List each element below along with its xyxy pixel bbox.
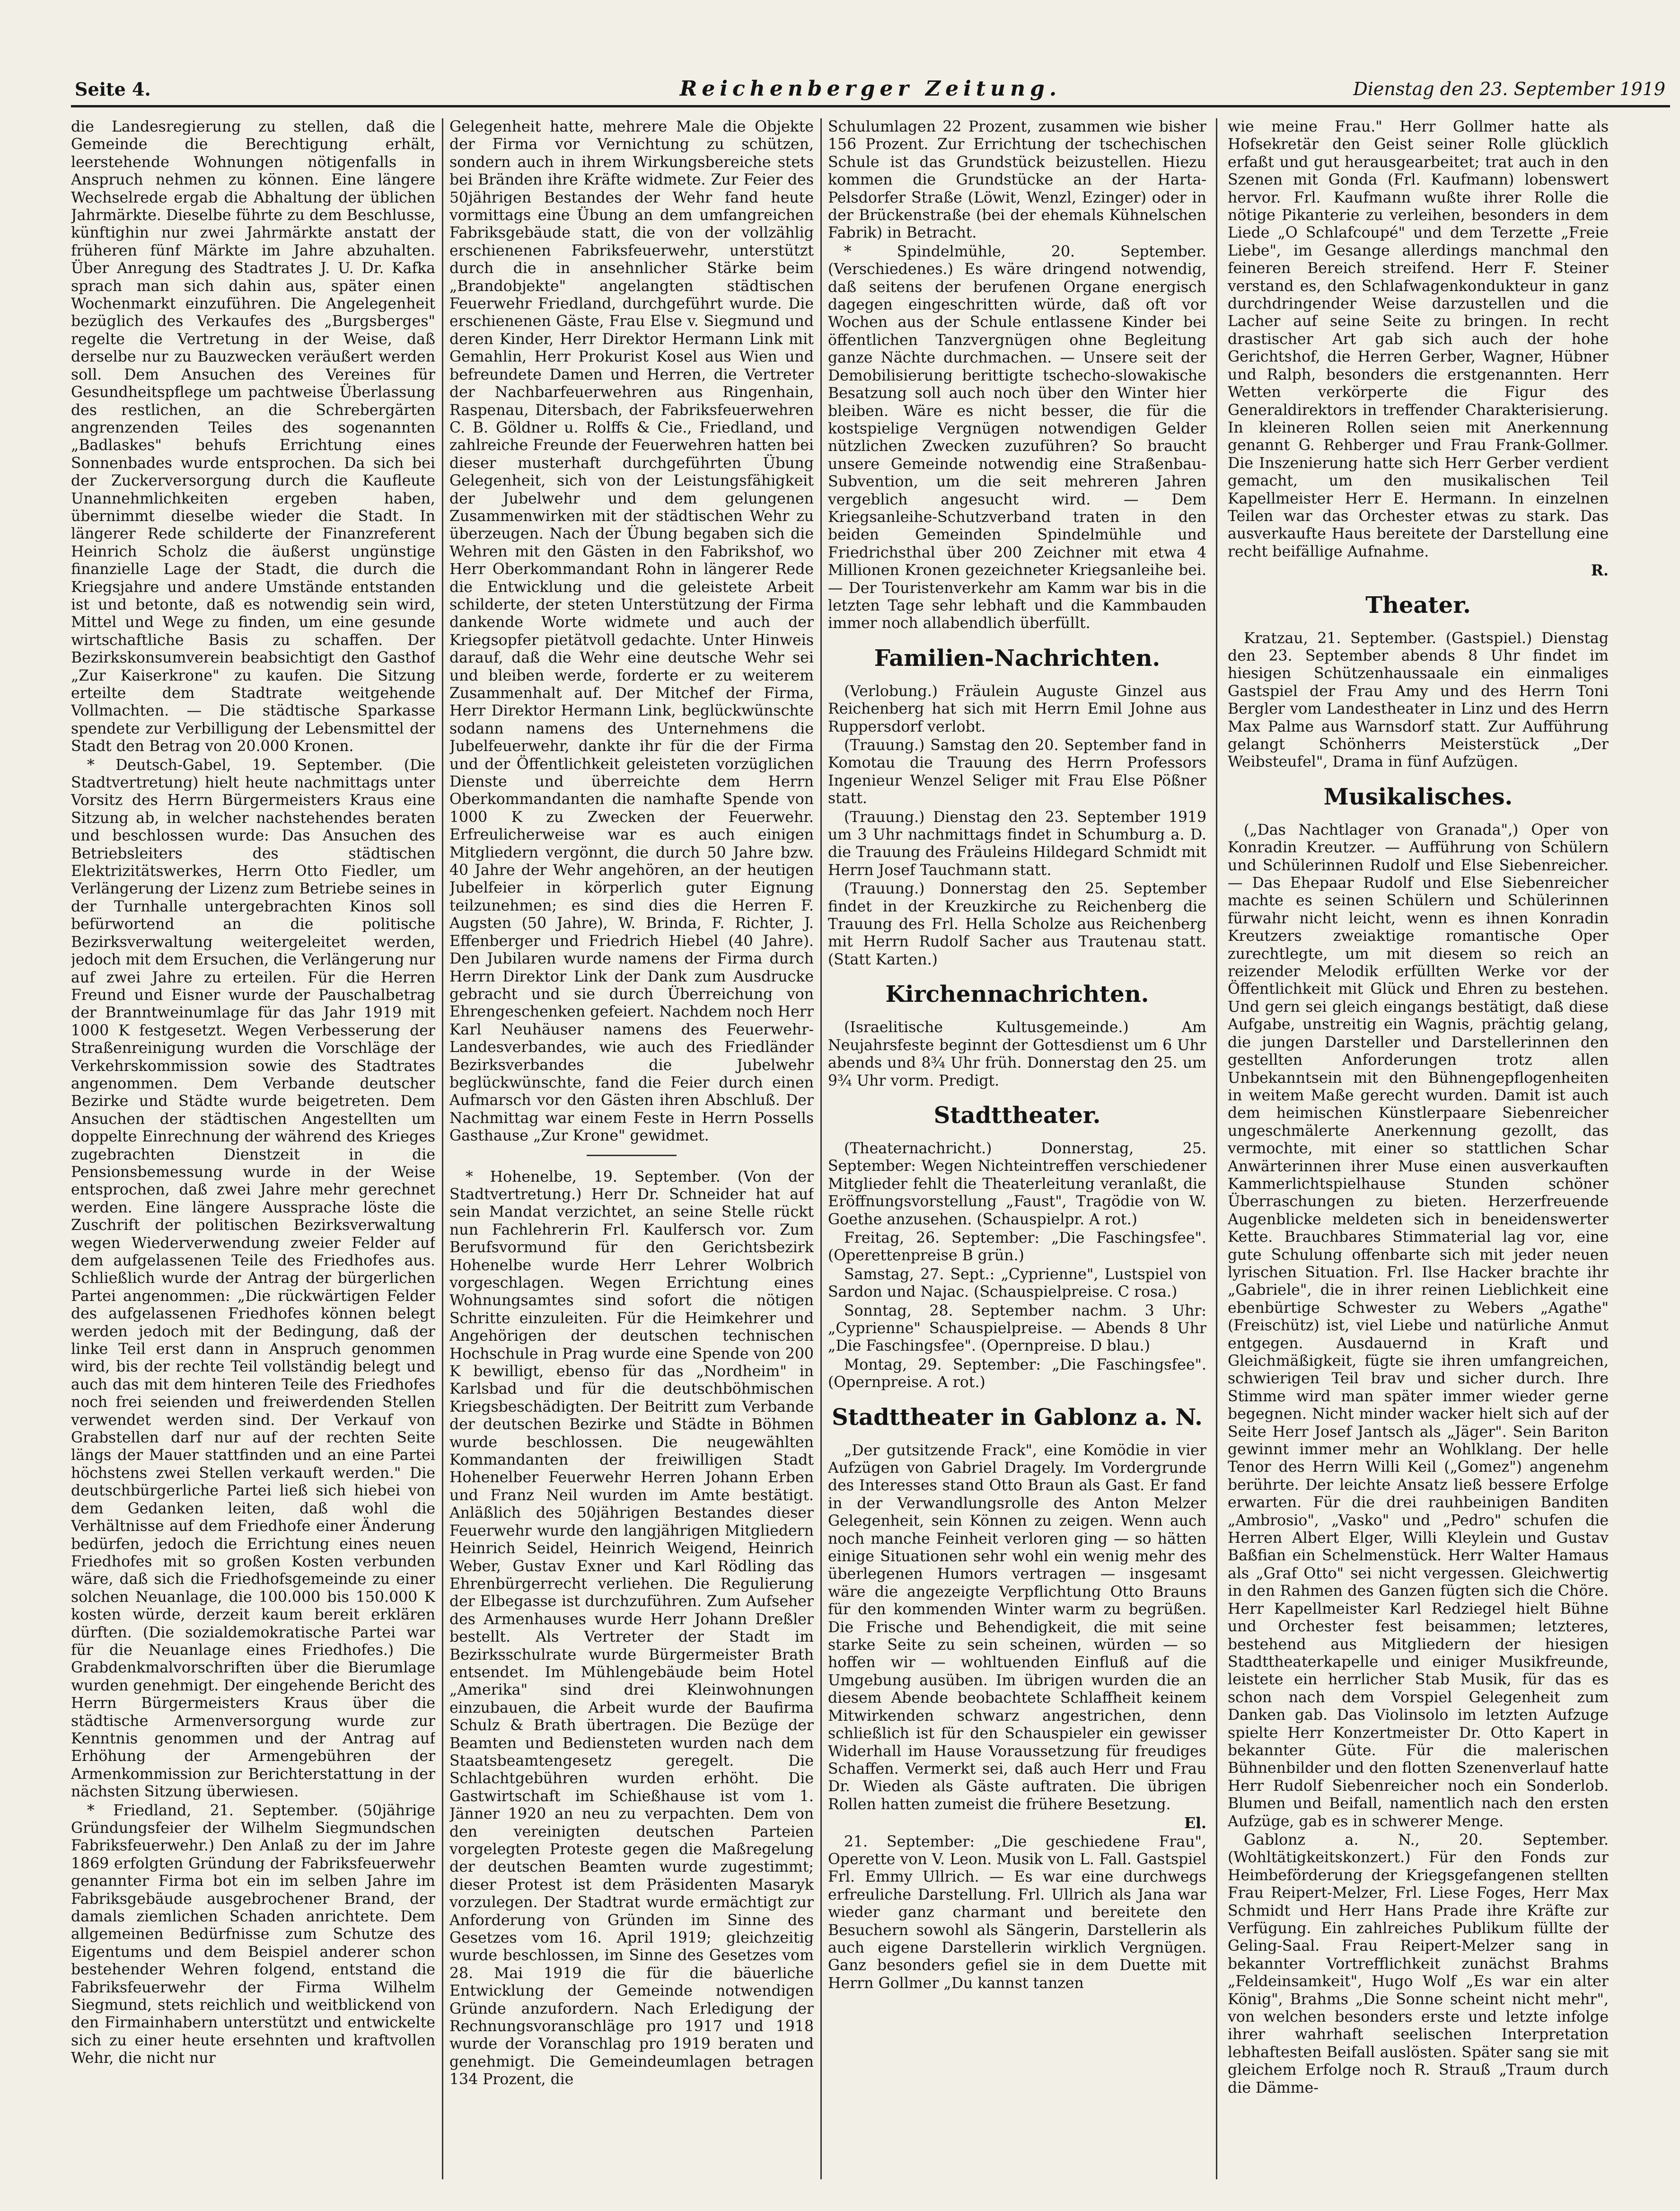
author-signature: R. <box>1591 562 1609 580</box>
section-heading: Musikalisches. <box>1323 783 1513 810</box>
separator-rule <box>587 1155 677 1156</box>
page-number: Seite 4. <box>75 79 151 100</box>
section-heading: Theater. <box>1365 592 1471 619</box>
notice-text: Montag, 29. September: „Die Faschingsfee". (Opernpreise. A rot.) <box>828 1356 1206 1391</box>
notice-text: Sonntag, 28. September nachm. 3 Uhr: „Cyprienne" Schauspielpreise. — Abends 8 Uhr „Die Faschingsfee". (Opernpreise. D blau.) <box>828 1302 1206 1355</box>
review-text: 21. September: „Die geschiedene Frau", Operette von V. Leon. Musik von L. Fall. Gastspiel Frl. Emmy Ullrich. — Es war eine durchwegs erfreuliche Darstellung. Frl. Ullrich als Jana war wieder ganz charmant und bereitete den Besuchern sowohl als Sängerin, Darstellerin als auch eigene Darstellerin wirklich Vergnügen. Ganz besonders gefiel sie in dem Duette mit Herrn Gollmer „Du kannst tanzen <box>828 1833 1206 1992</box>
column-divider <box>1216 118 1217 2179</box>
article-text: Schulumlagen 22 Prozent, zusammen wie bisher 156 Prozent. Zur Errichtung der tschechischen Schule ist das Grundstück beizustellen. Hiezu kommen die Grundstücke an der Harta-Pelsdorfer Straße (Löwit, Wenzl, Ezinger) oder in der Brückenstraße (bei der ehemals Kühnelschen Fabrik) in Betracht. <box>828 118 1206 242</box>
column-3 <box>828 118 1206 2179</box>
column-2 <box>449 118 814 2179</box>
article-text: Gelegenheit hatte, mehrere Male die Objekte der Firma vor Vernichtung zu schützen, sondern auch in ihrem Wirkungsbereiche stets bei Bränden ihre Kräfte widmete. Zur Feier des 50jährigen Bestandes der Wehr fand heute vormittags eine Übung an dem umfangreichen Fabriksgebäude statt, die von der vollzählig erschienenen Fabriksfeuerwehr, unterstützt durch die in ansehnlicher Stärke beim „Brandobjekte" angelangten städtischen Feuerwehr Friedland, durchgeführt wurde. Die erschienenen Gäste, Frau Else v. Siegmund und deren Kinder, Herr Direktor Hermann Link mit Gemahlin, Herr Prokurist Kosel aus Wien und befreundete Damen und Herren, die Vertreter der Nachbarfeuerwehren aus Ringenhain, Raspenau, Ditersbach, der Fabriksfeuerwehren C. B. Göldner u. Rolffs & Cie., Friedland, und zahlreiche Freunde der Feuerwehren hatten bei dieser musterhaft durchgeführten Übung Gelegenheit, sich von der Leistungsfähigkeit der Jubelwehr und dem gelungenen Zusammenwirken mit der städtischen Wehr zu überzeugen. Nach der Übung begaben sich die Wehren mit den Gästen in den Fabrikshof, wo Herr Oberkommandant Rohn in längerer Rede die Entwicklung und die geleistete Arbeit schilderte, der steten Unterstützung der Firma dankende Worte widmete und auch der Kriegsopfer pietätvoll gedachte. Unter Hinweis darauf, daß die Wehr eine deutsche Wehr sei und bleiben werde, forderte er zu weiterem Zusammenhalt auf. Der Mitchef der Firma, Herr Direktor Hermann Link, beglückwünschte sodann namens des Unternehmens die Jubelfeuerwehr, dankte ihr für die der Firma und der Öffentlichkeit geleisteten vorzüglichen Dienste und überreichte dem Herrn Oberkommandanten die namhafte Spende von 1000 K zu Zwecken der Feuerwehr. Erfreulicherweise war es auch einigen Mitgliedern vergönnt, die durch 50 Jahre bzw. 40 Jahre der Wehr angehören, an der heutigen Jubelfeier in körperlich guter Eignung teilzunehmen; es sind dies die Herren F. Augsten (50 Jahre), W. Brinda, F. Richter, J. Effenberger und Friedrich Hiebel (40 Jahre). Den Jubilaren wurde namens der Firma durch Herrn Direktor Link der Dank zum Ausdrucke gebracht und sie durch Überreichung von Ehrengeschenken gefeiert. Nachdem noch Herr Karl Neuhäuser namens des Feuerwehr-Landesverbandes, wie auch des Friedländer Bezirksverbandes die Jubelwehr beglückwünschte, fand die Feier durch einen Aufmarsch vor den Gästen ihren Abschluß. Der Nachmittag war einem Feste in Herrn Possells Gasthause „Zur Krone" gewidmet. <box>449 118 814 1145</box>
notice-text: Samstag, 27. Sept.: „Cyprienne", Lustspiel von Sardon und Najac. (Schauspielpreise. C rosa.) <box>828 1265 1206 1301</box>
article-text: * Spindelmühle, 20. September. (Verschiedenes.) Es wäre dringend notwendig, daß seitens der berufenen Organe energisch dagegen eingeschritten würde, daß oft vor Wochen aus der Schule entlassene Kinder bei öffentlichen Tanzvergnügen ohne Begleitung ganze Nächte durchmachen. — Unsere seit der Demobilisierung berittigte tschecho-slowakische Besatzung soll auch noch über den Winter hier bleiben. Wäre es nicht besser, die für die kostspielige Vergnügen notwendigen Gelder nützlichen Zwecken zuzuführen? So braucht unsere Gemeinde notwendig eine Straßenbau-Subvention, um die seit mehreren Jahren vergeblich angesucht wird. — Dem Kriegsanleihe-Schutzverband traten in den beiden Gemeinden Spindelmühle und Friedrichsthal über 200 Zeichner mit etwa 4 Millionen Kronen gezeichneter Kriegsanleihe bei. — Der Touristenverkehr am Kamm war bis in die letzten Tage sehr lebhaft und die Kammbauden immer noch allabendlich überfüllt. <box>828 243 1206 632</box>
column-divider <box>442 118 443 2179</box>
issue-date: Dienstag den 23. September 1919 <box>1353 79 1665 99</box>
section-heading: Familien-Nachrichten. <box>874 645 1161 672</box>
page-header <box>71 76 1670 107</box>
notice-text: (Trauung.) Dienstag den 23. September 1919 um 3 Uhr nachmittags findet in Schumburg a. D. die Trauung des Fräuleins Hildegard Schmidt mit Herrn Josef Tauchmann statt. <box>828 808 1206 879</box>
notice-text: (Theaternachricht.) Donnerstag, 25. September: Wegen Nichteintreffen verschiedener Mitglieder fehlt die Theaterleitung veranlaßt, die Eröffnungsvorstellung „Faust", Tragödie von W. Goethe anzusehen. (Schauspielpr. A rot.) <box>828 1140 1206 1228</box>
notice-text: (Trauung.) Samstag den 20. September fand in Komotau die Trauung des Herrn Professors Ingenieur Wenzel Seliger mit Frau Else Pößner statt. <box>828 737 1206 807</box>
notice-text: Freitag, 26. September: „Die Faschingsfee". (Operettenpreise B grün.) <box>828 1229 1206 1265</box>
article-text: * Friedland, 21. September. (50jährige Gründungsfeier der Wilhelm Siegmundschen Fabriksfeuerwehr.) Den Anlaß zu der im Jahre 1869 erfolgten Gründung der Fabriksfeuerwehr genannter Firma bot ein im selben Jahre im Fabriksgebäude ausgebrochener Brand, der damals ziemlichen Schaden anrichtete. Dem allgemeinen Bedürfnisse zum Schutze des Eigentums und dem Beispiel anderer schon bestehender Wehren folgend, entstand die Fabriksfeuerwehr der Firma Wilhelm Siegmund, stets reichlich und weitblickend von den Firmainhabern unterstützt und entwickelte sich zu einer heute ersehnten und kraftvollen Wehr, die nicht nur <box>71 1802 435 2067</box>
review-text: („Das Nachtlager von Granada",) Oper von Konradin Kreutzer. — Aufführung von Schülern und Schülerinnen Rudolf und Else Siebenreicher. — Das Ehepaar Rudolf und Else Siebenreicher machte es seinen Schülern und Schülerinnen fürwahr nicht leicht, wenn es ihnen Konradin Kreutzers zweiaktige romantische Oper zurechtlegte, um mit diesem so reich an reizender Melodik erfüllten Werke vor der Öffentlichkeit mit Glück und Ehren zu bestehen. Und gern sei gleich eingangs bestätigt, daß diese Aufgabe, unstreitig ein Wagnis, prächtig gelang, die jungen Darsteller und Darstellerinnen den gestellten Anforderungen trotz allen Unbekanntsein mit den Bühnengepflogenheiten in weitem Maße gerecht wurden. Damit ist auch dem heimischen Künstlerpaare Siebenreicher ungeschmälerte Anerkennung gezollt, das vermochte, mit einer so stattlichen Schar Anwärterinnen ihrer Muse einen ausverkauften Kammerlichtspielhause Stunden schöner Überraschungen zu bieten. Herzerfreuende Augenblicke meldeten sich in beneidenswerter Kette. Brauchbares Stimmaterial lag vor, eine gute Schulung offenbarte sich mit jeder neuen lyrischen Situation. Frl. Ilse Hacker brachte ihr „Gabriele", die in ihrer reinen Lieblichkeit eine ebenbürtige Schwester zu Webers „Agathe" (Freischütz) ist, viel Liebe und natürliche Anmut entgegen. Ausdauernd in Kraft und Gleichmäßigkeit, fügte sie ihren umfangreichen, schwierigen Teil brav und sicher durch. Ihre Stimme wird man später immer wieder gerne begegnen. Nicht minder wacker hielt sich auf der Seite Herr Josef Jantsch als „Jäger". Sein Bariton gewinnt immer mehr an Wohlklang. Der helle Tenor des Herrn Willi Keil („Gomez") angenehm berührte. Der leichte Ansatz ließ bessere Erfolge erwarten. Für die drei rauhbeinigen Banditen „Ambrosio", „Vasko" und „Pedro" schufen die Herren Albert Elger, Willi Kleylein und Gustav Baßfian ein Schelmenstück. Herr Walter Hamaus als „Graf Otto" sei nicht vergessen. Gleichwertig in den Rahmen des Ganzen fügten sich die Chöre. Herr Kapellmeister Karl Redziegel hielt Bühne und Orchester fest beisammen; letzteres, bestehend aus Mitgliedern der hiesigen Stadttheaterkapelle und einiger Musikfreunde, leistete ein herrlicher Stab Musik, für das es schon nach dem Vorspiel Gelegenheit zum Danken gab. Das Violinsolo im letzten Aufzuge spielte Herr Konzertmeister Dr. Otto Kapert in bekannter Güte. Für die malerischen Bühnenbilder und den flotten Szenenverlauf hatte Herr Rudolf Siebenreicher noch ein Sonderlob. Blumen und Beifall, namentlich nach den ersten Aufzüge, gab es in schwerer Menge. <box>1228 821 1609 1830</box>
notice-text: Kratzau, 21. September. (Gastspiel.) Dienstag den 23. September abends 8 Uhr findet im hiesigen Schützenhaussaale ein einmaliges Gastspiel der Frau Amy und des Herrn Toni Bergler vom Landestheater in Linz und des Herrn Max Palme aus Warnsdorf statt. Zur Aufführung gelangt Schönherrs Meisterstück „Der Weibsteufel", Drama in fünf Aufzügen. <box>1228 629 1609 771</box>
column-divider <box>820 118 822 2179</box>
review-text: „Der gutsitzende Frack", eine Komödie in vier Aufzügen von Gabriel Dragely. Im Vordergrunde des Interesses stand Otto Braun als Gast. Er fand in der Verwandlungsrolle des Anton Melzer Gelegenheit, sein Können zu zeigen. Wenn auch noch manche Feinheit verloren ging — so hätten einige Situationen sehr wohl ein wenig mehr des überlegenen Humors vertragen — insgesamt wäre die angezeigte Verpflichtung Otto Brauns für den kommenden Winter warm zu begrüßen. Die Frische und Behendigkeit, die mit seine starke Seite zu sein scheinen, würden — so hoffen wir — wohltuenden Einfluß auf die Umgebung ausüben. Im übrigen wurden die an diesem Abende beobachtete Schlaffheit keinem Mitwirkenden schwarz angestrichen, denn schließlich ist für den Schauspieler ein gewisser Widerhall im Hause Voraussetzung für freudiges Schaffen. Vermerkt sei, daß auch Herr und Frau Dr. Wieden als Gäste auftraten. Die übrigen Rollen hatten zumeist die frühere Besetzung. <box>828 1442 1206 1813</box>
column-1 <box>71 118 435 2179</box>
review-text: Gablonz a. N., 20. September. (Wohltätigkeitskonzert.) Für den Fonds zur Heimbeförderung der Kriegsgefangenen stellten Frau Reipert-Melzer, Frl. Liese Foges, Herr Max Schmidt und Herr Hans Prade ihre Kräfte zur Verfügung. Ein zahlreiches Publikum füllte der Geling-Saal. Frau Reipert-Melzer sang in bekannter Vortrefflichkeit zunächst Brahms „Feldeinsamkeit", Hugo Wolf „Es war ein alter König", Brahms „Die Sonne scheint nicht mehr", von welchen besonders erste und letzte infolge ihrer wahrhaft seelischen Interpretation lebhaftesten Beifall auslösten. Später sang sie mit gleichem Erfolge noch R. Strauß „Traum durch die Dämme- <box>1228 1831 1609 2096</box>
article-text: * Deutsch-Gabel, 19. September. (Die Stadtvertretung) hielt heute nachmittags unter Vorsitz des Herrn Bürgermeisters Kraus eine Sitzung ab, in welcher nachstehendes beraten und beschlossen wurde: Das Ansuchen des Betriebsleiters des städtischen Elektrizitätswerkes, Herrn Otto Fiedler, um Verlängerung der Lizenz zum Betriebe seines in der Turnhalle untergebrachten Kinos soll befürwortend an die politische Bezirksverwaltung weitergeleitet werden, jedoch mit dem Ersuchen, die Verlängerung nur auf zwei Jahre zu erteilen. Für die Herren Freund und Eisner wurde der Pauschalbetrag der Branntweinumlage für das Jahr 1919 mit 1000 K festgesetzt. Wegen Verbesserung der Straßenreinigung wurden die Vorschläge der Verkehrskommission sowie des Stadtrates angenommen. Dem Verbande deutscher Bezirke und Städte wurde beigetreten. Dem Ansuchen der städtischen Angestellten um doppelte Einrechnung der während des Krieges zugebrachten Dienstzeit in die Pensionsbemessung wurde in der Weise entsprochen, daß zwei Jahre mehr gerechnet werden. Eine längere Aussprache löste die Zuschrift der politischen Bezirksverwaltung wegen Wiederverwendung zweier Felder auf dem aufgelassenen Teile des Friedhofes aus. Schließlich wurde der Antrag der bürgerlichen Partei angenommen: „Die rückwärtigen Felder des aufgelassenen Friedhofes können belegt werden jedoch mit der Bedingung, daß der linke Teil erst dann in Anspruch genommen wird, bis der rechte Teil vollständig belegt und auch das mit dem hinteren Teile des Friedhofes noch frei seienden und freiwerdenden Stellen verwendet werden sind. Der Verkauf von Grabstellen darf nur auf der rechten Seite längs der Mauer stattfinden und an eine Partei höchstens zwei Stellen verkauft werden." Die deutschbürgerliche Partei ließ sich hiebei von dem Gedanken leiten, daß wohl die Verhältnisse auf dem Friedhofe einer Änderung bedürfen, jedoch die Errichtung eines neuen Friedhofes mit so großen Kosten verbunden wäre, daß sich die Friedhofsgemeinde zu einer solchen Neuanlage, die 100.000 bis 150.000 K kosten würde, derzeit kaum bereit erklären dürften. (Die sozialdemokratische Partei war für die Neuanlage eines Friedhofes.) Die Grabdenkmalvorschriften über die Bierumlage wurden genehmigt. Der eingehende Bericht des Herrn Bürgermeisters Kraus über die städtische Armenversorgung wurde zur Kenntnis genommen und der Antrag auf Erhöhung der Armengebühren der Armenkommission zur Berichterstattung in der nächsten Sitzung überwiesen. <box>71 756 435 1801</box>
notice-text: (Trauung.) Donnerstag den 25. September findet in der Kreuzkirche zu Reichenberg die Trauung des Frl. Hella Scholze aus Reichenberg mit Herrn Rudolf Sacher aus Trautenau statt. (Statt Karten.) <box>828 880 1206 968</box>
newspaper-title: Reichenberger Zeitung. <box>679 77 1062 101</box>
author-signature: El. <box>1184 1814 1206 1832</box>
column-4 <box>1228 118 1609 2179</box>
section-heading: Stadttheater. <box>933 1102 1101 1129</box>
article-text: die Landesregierung zu stellen, daß die Gemeinde die Berechtigung erhält, leerstehende Wohnungen nötigenfalls in Anspruch nehmen zu können. Eine längere Wechselrede ergab die Abhaltung der üblichen Jahrmärkte. Dieselbe führte zu dem Beschlusse, künftighin nur zwei Jahrmärkte anstatt der früheren fünf Märkte im Jahre abzuhalten. Über Anregung des Stadtrates J. U. Dr. Kafka sprach man sich dahin aus, später einen Wochenmarkt einzuführen. Die Angelegenheit bezüglich des Verkaufes des „Burgsberges" regelte die Vertretung in der Weise, daß derselbe nur zu Bauzwecken veräußert werden soll. Dem Ansuchen des Vereines für Gesundheitspflege um pachtweise Überlassung des restlichen, an die Schrebergärten angrenzenden Teiles des sogenannten „Badlaskes" behufs Errichtung eines Sonnenbades wurde entsprochen. Da sich bei der Zuckerversorgung durch die Kaufleute Unannehmlichkeiten ergeben haben, übernimmt dieselbe wieder die Stadt. In längerer Rede schilderte der Finanzreferent Heinrich Scholz die äußerst ungünstige finanzielle Lage der Stadt, die durch die Kriegsjahre und andere Umstände entstanden ist und betonte, daß es notwendig sein wird, Mittel und Wege zu finden, um eine gesunde wirtschaftliche Basis zu schaffen. Der Bezirkskonsumverein beabsichtigt den Gasthof „Zur Kaiserkrone" zu kaufen. Die Sitzung erteilte dem Stadtrate weitgehende Vollmachten. — Die städtische Sparkasse spendete zur Verbilligung der Lebensmittel der Stadt den Betrag von 20.000 Kronen. <box>71 118 435 755</box>
section-heading: Kirchennachrichten. <box>885 981 1149 1008</box>
notice-text: (Israelitische Kultusgemeinde.) Am Neujahrsfeste beginnt der Gottesdienst um 6 Uhr abends und 8¾ Uhr früh. Donnerstag den 25. um 9¾ Uhr vorm. Predigt. <box>828 1019 1206 1089</box>
article-text: * Hohenelbe, 19. September. (Von der Stadtvertretung.) Herr Dr. Schneider hat auf sein Mandat verzichtet, an seine Stelle rückt nun Fachlehrerin Frl. Kaulfersch vor. Zum Berufsvormund für den Gerichtsbezirk Hohenelbe wurde Herr Lehrer Wolbrich vorgeschlagen. Wegen Errichtung eines Wohnungsamtes sind sofort die nötigen Schritte einzuleiten. Für die Heimkehrer und Angehörigen der deutschen technischen Hochschule in Prag wurde eine Spende von 200 K bewilligt, ebenso für das „Nordheim" in Karlsbad und für die deutschböhmischen Kriegsbeschädigten. Der Beitritt zum Verbande der deutschen Bezirke und Städte in Böhmen wurde beschlossen. Die neugewählten Kommandanten der freiwilligen Stadt Hohenelber Feuerwehr Herren Johann Erben und Franz Neil wurden im Amte bestätigt. Anläßlich des 50jährigen Bestandes dieser Feuerwehr wurde den langjährigen Mitgliedern Heinrich Seidel, Heinrich Weigend, Heinrich Weber, Gustav Exner und Karl Rödling das Ehrenbürgerrecht verliehen. Die Regulierung der Elbegasse ist durchzuführen. Zum Aufseher des Armenhauses wurde Herr Johann Dreßler bestellt. Als Vertreter der Stadt im Bezirksschulrate wurde Bürgermeister Brath entsendet. Im Mühlengebäude beim Hotel „Amerika" sind drei Kleinwohnungen einzubauen, die Arbeit wurde der Baufirma Schulz & Brath übertragen. Die Bezüge der Beamten und Bediensteten wurden nach dem Staatsbeamtengesetz geregelt. Die Schlachtgebühren wurden erhöht. Die Gastwirtschaft im Schießhause ist vom 1. Jänner 1920 an neu zu verpachten. Dem von den vereinigten deutschen Parteien vorgelegten Proteste gegen die Maßregelung der deutschen Beamten wurde zugestimmt; dieser Protest ist dem Präsidenten Masaryk vorzulegen. Der Stadtrat wurde ermächtigt zur Anforderung von Gründen im Sinne des Gesetzes vom 16. April 1919; gleichzeitig wurde beschlossen, im Sinne des Gesetzes vom 28. Mai 1919 die für die bäuerliche Entwicklung der Gemeinde notwendigen Gründe anzufordern. Nach Erledigung der Rechnungsvoranschläge pro 1917 und 1918 wurde der Voranschlag pro 1919 beraten und genehmigt. Die Gemeindeumlagen betragen 134 Prozent, die <box>449 1168 814 2088</box>
review-text: wie meine Frau." Herr Gollmer hatte als Hofsekretär den Geist seiner Rolle glücklich erfaßt und gut herausgearbeitet; trat auch in den Szenen mit Gonda (Frl. Kaufmann) lobenswert hervor. Frl. Kaufmann wußte ihrer Rolle die nötige Pikanterie zu verleihen, besonders in dem Liede „O Schlafcoupé" und dem Terzette „Freie Liebe", im Gesange allerdings manchmal den feineren Bereich streifend. Herr F. Steiner verstand es, den Schlafwagenkondukteur in ganz durchdringender Weise darzustellen und die Lacher auf seine Seite zu bringen. In recht drastischer Art gab sich auch der hohe Gerichtshof, die Herren Gerber, Wagner, Hübner und Ralph, besonders die erstgenannten. Herr Wetten verkörperte die Figur des Generaldirektors in treffender Charakterisierung. In kleineren Rollen seien mit Anerkennung genannt G. Rehberger und Frau Frank-Gollmer. Die Inszenierung hatte sich Herr Gerber verdient gemacht, um den musikalischen Teil Kapellmeister Herr E. Hermann. In einzelnen Teilen war das Orchester etwas zu stark. Das ausverkaufte Haus bereitete der Darstellung eine recht beifällige Aufnahme. <box>1228 118 1609 560</box>
section-heading: Stadttheater in Gablonz a. N. <box>832 1404 1203 1431</box>
notice-text: (Verlobung.) Fräulein Auguste Ginzel aus Reichenberg hat sich mit Herrn Emil Johne aus Ruppersdorf verlobt. <box>828 682 1206 735</box>
